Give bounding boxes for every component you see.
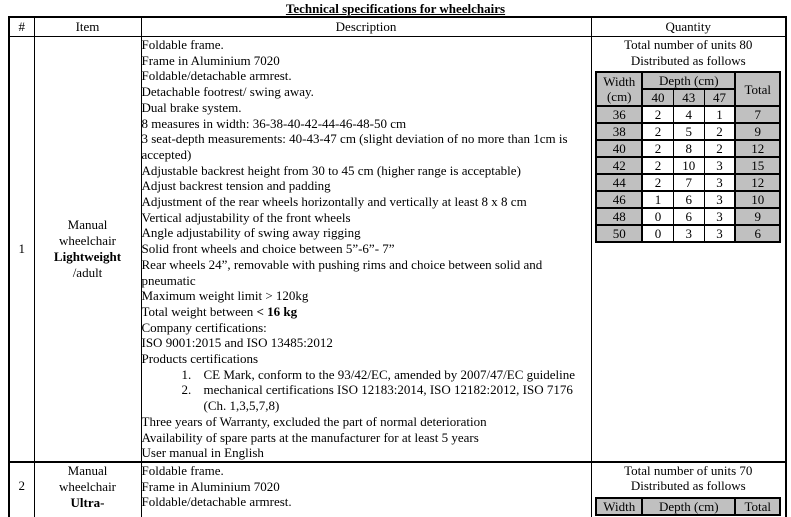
width-header-cell: Width (cm) — [596, 72, 642, 106]
width-cell: 48 — [596, 208, 642, 225]
description-line: ISO 9001:2015 and ISO 13485:2012 — [141, 335, 333, 351]
depth-header-cell: Depth (cm) — [642, 498, 735, 515]
quantity-value-cell: 1 — [642, 191, 673, 208]
total-units-line: Total number of units 70 — [624, 462, 753, 478]
description-line: Detachable footrest/ swing away. — [141, 84, 314, 100]
row-number-cell: 2 — [9, 462, 34, 517]
description-line: Angle adjustability of swing away rigging — [141, 225, 361, 241]
item-line: Manual — [67, 462, 108, 478]
quantity-value-cell: 2 — [642, 157, 673, 174]
row-total-cell: 9 — [735, 208, 780, 225]
quantity-cell — [591, 462, 786, 517]
depth-value-header-cell: 47 — [704, 89, 735, 106]
quantity-value-cell: 10 — [673, 157, 704, 174]
list-number: 1. — [181, 366, 192, 382]
depth-value-header-cell: 43 — [673, 89, 704, 106]
quantity-value-cell: 2 — [642, 174, 673, 191]
dist-data-row — [596, 191, 780, 208]
width-cell: 42 — [596, 157, 642, 174]
quantity-value-cell: 2 — [642, 106, 673, 123]
description-cell — [141, 37, 591, 462]
item-line: Manual — [67, 216, 108, 232]
quantity-value-cell: 3 — [704, 157, 735, 174]
quantity-value-cell: 2 — [704, 123, 735, 140]
description-line: Foldable frame. — [141, 462, 224, 478]
spec-row — [9, 37, 786, 462]
spec-row — [9, 462, 786, 517]
item-line: wheelchair — [58, 478, 117, 494]
width-cell: 36 — [596, 106, 642, 123]
description-line: Adjustable backrest height from 30 to 45 cm (higher range is acceptable) — [141, 162, 521, 178]
distribution-table — [595, 497, 781, 516]
description-line: Rear wheels 24”, removable with pushing rims and choice between solid and pneumatic — [141, 256, 543, 288]
description-line: Company certifications: — [141, 319, 267, 335]
description-line: Vertical adjustability of the front wheels — [141, 209, 351, 225]
row-total-cell: 6 — [735, 225, 780, 242]
description-line: Frame in Aluminium 7020 — [141, 52, 280, 68]
quantity-value-cell: 3 — [704, 225, 735, 242]
quantity-value-cell: 3 — [704, 208, 735, 225]
quantity-cell — [591, 37, 786, 462]
row-total-cell: 15 — [735, 157, 780, 174]
width-header-cell: Width — [596, 498, 642, 515]
quantity-value-cell: 2 — [704, 140, 735, 157]
specifications-table — [8, 16, 787, 517]
depth-value-header-cell: 40 — [642, 89, 673, 106]
quantity-value-cell: 0 — [642, 208, 673, 225]
quantity-value-cell: 6 — [673, 208, 704, 225]
description-list-item — [142, 367, 591, 383]
width-cell: 46 — [596, 191, 642, 208]
total-units-line: Total number of units 80 — [624, 37, 753, 52]
row-total-cell: 12 — [735, 174, 780, 191]
header-row — [9, 17, 786, 37]
column-header-item: Item — [34, 17, 141, 37]
depth-header-cell: Depth (cm) — [642, 72, 735, 89]
row-total-cell: 10 — [735, 191, 780, 208]
total-header-cell: Total — [735, 498, 780, 515]
distributed-line: Distributed as follows — [630, 52, 746, 68]
description-line: Dual brake system. — [141, 99, 242, 115]
row-total-cell: 12 — [735, 140, 780, 157]
description-line: Products certifications — [141, 351, 259, 367]
quantity-value-cell: 4 — [673, 106, 704, 123]
column-header-number: # — [9, 17, 34, 37]
item-line: Lightweight — [53, 248, 122, 264]
item-line: Ultra- — [70, 494, 105, 510]
dist-header-row — [596, 72, 780, 89]
description-line: 3 seat-depth measurements: 40-43-47 cm (slight deviation of no more than 1cm is accepted) — [141, 131, 568, 162]
quantity-value-cell: 3 — [704, 191, 735, 208]
dist-data-row — [596, 225, 780, 242]
distributed-line: Distributed as follows — [630, 478, 746, 494]
description-line: Total weight between < 16 kg — [141, 303, 298, 319]
description-line: Maximum weight limit > 120kg — [141, 288, 309, 304]
dist-data-row — [596, 157, 780, 174]
column-header-description: Description — [141, 17, 591, 37]
dist-header-row — [596, 498, 780, 515]
width-cell: 44 — [596, 174, 642, 191]
dist-data-row — [596, 123, 780, 140]
description-line: Foldable/detachable armrest. — [141, 68, 292, 84]
quantity-value-cell: 5 — [673, 123, 704, 140]
list-number: 2. — [181, 382, 192, 398]
description-line: User manual in English — [141, 445, 264, 461]
width-cell: 40 — [596, 140, 642, 157]
description-line: Frame in Aluminium 7020 — [141, 478, 280, 494]
description-line: Adjustment of the rear wheels horizontally and vertically at least 8 x 8 cm — [141, 194, 527, 210]
dist-data-row — [596, 106, 780, 123]
description-line: Solid front wheels and choice between 5”-6”- 7” — [141, 241, 395, 257]
quantity-value-cell: 3 — [673, 225, 704, 242]
row-total-cell: 7 — [735, 106, 780, 123]
description-line: Adjust backrest tension and padding — [141, 178, 331, 194]
description-line: Foldable/detachable armrest. — [141, 494, 292, 510]
list-item-text: CE Mark, conform to the 93/42/EC, amended by 2007/47/EC guideline — [203, 366, 576, 382]
spec-table-body — [9, 37, 786, 517]
width-cell: 38 — [596, 123, 642, 140]
quantity-value-cell: 1 — [704, 106, 735, 123]
quantity-value-cell: 7 — [673, 174, 704, 191]
list-item-text: mechanical certifications ISO 12183:2014, ISO 12182:2012, ISO 7176 (Ch. 1,3,5,7,8) — [203, 382, 573, 414]
description-list-item — [142, 382, 591, 413]
description-line: Foldable frame. — [141, 37, 224, 52]
description-line: Three years of Warranty, excluded the part of normal deterioration — [141, 413, 487, 429]
dist-data-row — [596, 140, 780, 157]
description-line: Availability of spare parts at the manufacturer for at least 5 years — [141, 429, 479, 445]
row-total-cell: 9 — [735, 123, 780, 140]
quantity-value-cell: 2 — [642, 123, 673, 140]
item-cell — [34, 462, 141, 517]
description-line: 8 measures in width: 36-38-40-42-44-46-48-50 cm — [141, 115, 407, 131]
width-cell: 50 — [596, 225, 642, 242]
item-line: wheelchair — [58, 232, 117, 248]
row-number-cell: 1 — [9, 37, 34, 462]
quantity-value-cell: 8 — [673, 140, 704, 157]
quantity-value-cell: 3 — [704, 174, 735, 191]
item-cell — [34, 37, 141, 462]
item-line: /adult — [72, 264, 103, 280]
quantity-value-cell: 0 — [642, 225, 673, 242]
quantity-value-cell: 6 — [673, 191, 704, 208]
document-title: Technical specifications for wheelchairs — [285, 1, 506, 16]
dist-data-row — [596, 174, 780, 191]
distribution-table — [595, 71, 781, 243]
dist-data-row — [596, 208, 780, 225]
quantity-value-cell: 2 — [642, 140, 673, 157]
description-cell — [141, 462, 591, 517]
column-header-quantity: Quantity — [591, 17, 786, 37]
total-header-cell: Total — [735, 72, 780, 106]
